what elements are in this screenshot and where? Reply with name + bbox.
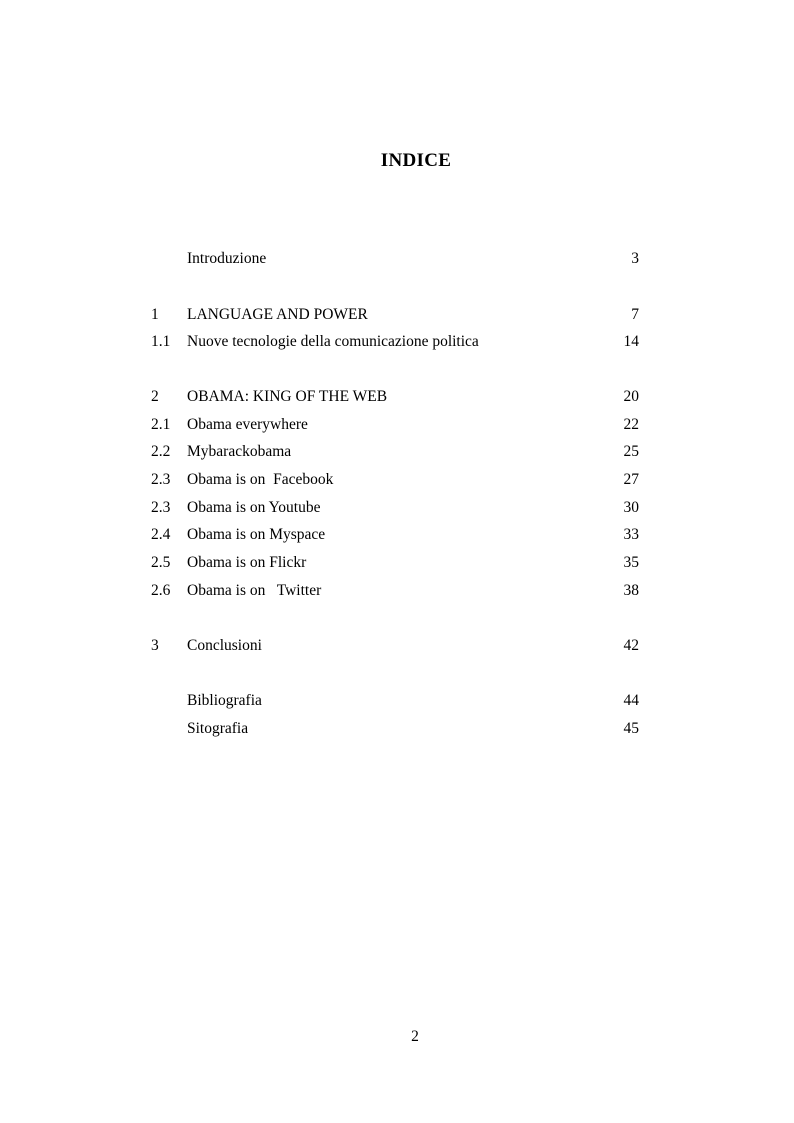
toc-entry-number: 2.2	[151, 443, 171, 460]
toc-entry-label: Obama is on Facebook	[187, 471, 334, 488]
toc-entry-label: Mybarackobama	[187, 443, 292, 460]
toc-entry-label: Obama is on Twitter	[187, 582, 322, 599]
page-title: INDICE	[380, 150, 452, 171]
page-number: 2	[411, 1028, 419, 1045]
toc-entry-number: 2.3	[151, 471, 171, 488]
toc-entry-sitografia[interactable]	[0, 718, 794, 740]
toc-entry-page: 3	[631, 250, 639, 267]
toc-entry-label: Obama is on Myspace	[187, 526, 326, 543]
toc-entry-number: 2.6	[151, 582, 171, 599]
toc-entry-label: Obama is on Youtube	[187, 499, 321, 516]
toc-entry-label: Conclusioni	[187, 637, 262, 654]
toc-entry-section-1-1[interactable]	[0, 331, 794, 353]
toc-entry-page: 20	[623, 388, 639, 405]
toc-entry-page: 44	[623, 692, 639, 709]
toc-entry-section-2-1[interactable]	[0, 414, 794, 436]
toc-entry-label: Sitografia	[187, 720, 249, 737]
toc-entry-number: 2.3	[151, 499, 171, 516]
toc-entry-bibliografia[interactable]	[0, 690, 794, 712]
toc-entry-label: Introduzione	[187, 250, 267, 267]
toc-entry-page: 42	[623, 637, 639, 654]
toc-entry-page: 45	[623, 720, 639, 737]
toc-entry-page: 7	[631, 306, 639, 323]
toc-entry-page: 38	[623, 582, 639, 599]
toc-entry-page: 35	[623, 554, 639, 571]
toc-entry-section-2-3-facebook[interactable]	[0, 469, 794, 491]
toc-entry-label: LANGUAGE AND POWER	[187, 306, 368, 323]
toc-entry-number: 2.5	[151, 554, 171, 571]
toc-entry-label: Obama everywhere	[187, 416, 308, 433]
toc-entry-page: 22	[623, 416, 639, 433]
toc-entry-section-2-4[interactable]	[0, 524, 794, 546]
toc-entry-label: Nuove tecnologie della comunicazione politica	[187, 333, 479, 350]
toc-entry-section-2-6[interactable]	[0, 580, 794, 602]
toc-entry-section-2-3-youtube[interactable]	[0, 497, 794, 519]
toc-entry-number: 2.4	[151, 526, 171, 543]
toc-entry-page: 30	[623, 499, 639, 516]
toc-entry-section-2-5[interactable]	[0, 552, 794, 574]
toc-entry-number: 2.1	[151, 416, 171, 433]
toc-entry-chapter-3[interactable]	[0, 635, 794, 657]
toc-entry-number: 3	[151, 637, 159, 654]
toc-entry-page: 14	[623, 333, 639, 350]
toc-entry-label: Bibliografia	[187, 692, 262, 709]
toc-entry-chapter-2[interactable]	[0, 386, 794, 408]
toc-entry-page: 27	[623, 471, 639, 488]
toc-entry-label: Obama is on Flickr	[187, 554, 307, 571]
toc-entry-section-2-2[interactable]	[0, 441, 794, 463]
toc-entry-label: OBAMA: KING OF THE WEB	[187, 388, 388, 405]
toc-entry-number: 1.1	[151, 333, 171, 350]
toc-entry-chapter-1[interactable]	[0, 304, 794, 326]
toc-entry-number: 2	[151, 388, 159, 405]
toc-entry-page: 25	[623, 443, 639, 460]
toc-entry-number: 1	[151, 306, 159, 323]
toc-entry-introduzione[interactable]	[0, 248, 794, 270]
toc-entry-page: 33	[623, 526, 639, 543]
